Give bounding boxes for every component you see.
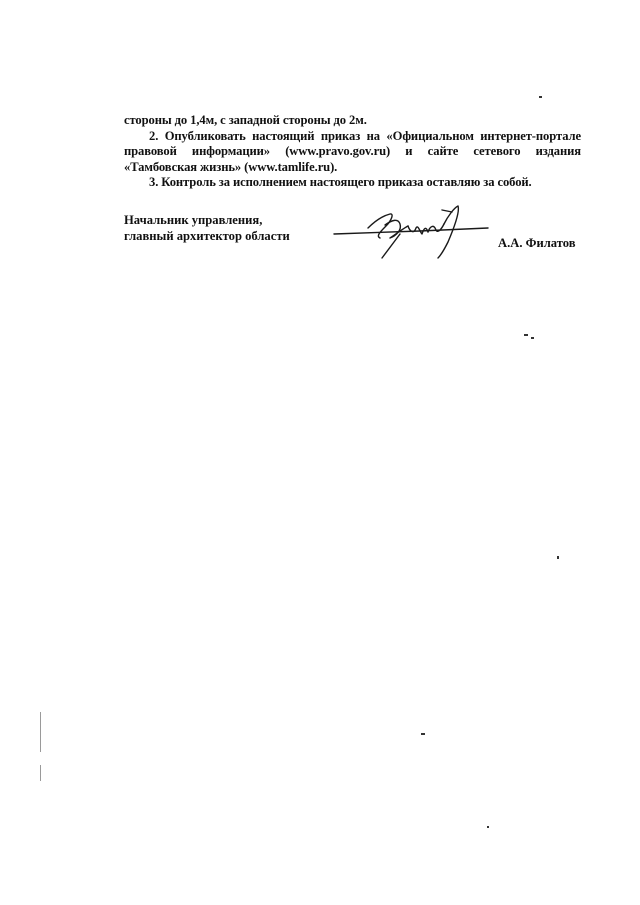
signatory-position: [124, 212, 344, 244]
paragraph-3: 3. Контроль за исполнением настоящего приказа оставляю за собой.: [149, 175, 532, 189]
signatory-name: А.А. Филатов: [498, 236, 576, 250]
order-text: [124, 113, 581, 191]
paragraph-2: 2. Опубликовать настоящий приказ на «Официальном интернет-портале правовой информации» (www.pravo.gov.ru) и сайте сетевого издания «Тамбовская жизнь» (www.tamlife.ru).: [124, 128, 581, 174]
scan-edge-left: [40, 712, 41, 752]
scan-speck: [487, 826, 489, 828]
scan-speck: [421, 733, 425, 735]
scan-speck: [557, 556, 559, 559]
handwritten-signature: [330, 198, 490, 260]
scan-speck: [531, 337, 534, 339]
position-line-1: Начальник управления,: [124, 213, 263, 227]
scan-speck: [539, 96, 542, 98]
paragraph-continuation: стороны до 1,4м, с западной стороны до 2м.: [124, 113, 367, 127]
scan-speck: [524, 334, 528, 336]
position-line-2: главный архитектор области: [124, 229, 290, 243]
scan-edge-left-lower: [40, 765, 41, 781]
